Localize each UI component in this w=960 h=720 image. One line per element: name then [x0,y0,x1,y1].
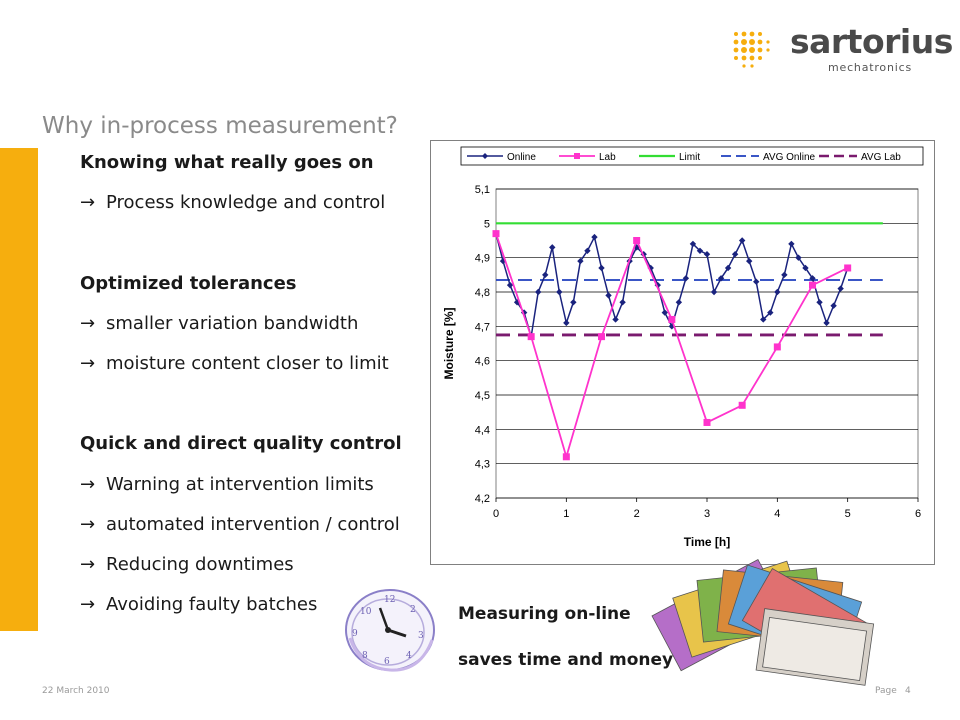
svg-text:12: 12 [384,595,396,605]
bullet-heading: Optimized tolerances [80,273,297,294]
moisture-chart-svg [431,141,934,564]
lab-point [809,282,816,289]
legend-marker [574,153,580,159]
logo-dot-grid-icon [730,28,774,72]
lab-point [528,333,535,340]
logo-sub-text: mechatronics [828,61,912,74]
footer-page-label: Page [875,686,897,696]
accent-bar [0,148,38,631]
y-axis-label: Moisture [%] [442,307,456,380]
x-tick-label: 6 [914,508,922,520]
lab-point [704,419,711,426]
y-tick-label: 4,5 [474,390,490,402]
page-title: Why in-process measurement? [42,113,398,140]
bullet-heading: Quick and direct quality control [80,433,402,454]
x-tick-label: 2 [633,508,640,520]
arrow-right-icon: → [80,313,96,334]
plot-area [496,189,918,498]
legend-label: AVG Lab [861,152,901,163]
y-tick-label: 5,1 [474,184,490,196]
bullet-item: → automated intervention / control [80,514,400,535]
arrow-right-icon: → [80,554,96,575]
arrow-right-icon: → [80,353,96,374]
moisture-chart [430,140,935,565]
y-tick-label: 4,7 [474,321,490,334]
y-tick-label: 4,9 [474,252,490,265]
bullet-item: → Warning at intervention limits [80,474,374,495]
lab-point [493,230,500,237]
footer-page-number: 4 [905,686,911,696]
lab-point [668,316,675,323]
sartorius-logo [730,22,953,76]
y-tick-label: 5 [483,218,490,231]
x-axis-label: Time [h] [683,535,731,549]
bullet-item: → smaller variation bandwidth [80,313,359,334]
bullet-item: → Avoiding faulty batches [80,594,318,615]
legend-label: Lab [599,152,616,163]
legend-label: AVG Online [763,152,816,163]
y-tick-label: 4,4 [474,424,490,437]
x-tick-label: 0 [492,508,500,520]
lab-point [598,333,605,340]
svg-text:6: 6 [384,657,390,667]
y-tick-label: 4,2 [474,493,490,505]
lab-point [633,237,640,244]
y-tick-label: 4,6 [474,355,490,368]
lab-point [563,453,570,460]
y-tick-label: 4,3 [474,458,490,471]
lab-point [774,343,781,350]
legend-label: Limit [679,152,701,163]
euro-banknotes-image [640,556,880,688]
x-tick-label: 4 [774,508,781,520]
bullet-item: → Reducing downtimes [80,554,294,575]
x-tick-label: 3 [703,508,711,520]
melting-clock-image [340,578,440,678]
arrow-right-icon: → [80,514,96,535]
lab-point [739,402,746,409]
svg-text:3: 3 [418,631,424,641]
arrow-right-icon: → [80,474,96,495]
caption-line-2: saves time and money [458,650,674,670]
x-tick-label: 5 [844,508,851,520]
footer-date: 22 March 2010 [42,686,110,696]
svg-text:8: 8 [362,651,368,661]
y-tick-label: 4,8 [474,287,490,299]
bullet-item: → moisture content closer to limit [80,353,389,374]
logo-brand-text: sartorius [790,22,953,61]
arrow-right-icon: → [80,192,96,213]
arrow-right-icon: → [80,594,96,615]
bullet-heading: Knowing what really goes on [80,152,374,173]
bullet-item: → Process knowledge and control [80,192,386,213]
lab-point [844,264,851,271]
legend-label: Online [507,152,536,163]
svg-text:10: 10 [360,607,372,617]
caption-line-1: Measuring on-line [458,604,631,624]
svg-text:2: 2 [410,605,416,615]
x-tick-label: 1 [563,508,570,520]
svg-text:4: 4 [406,651,412,661]
svg-text:9: 9 [352,629,358,639]
